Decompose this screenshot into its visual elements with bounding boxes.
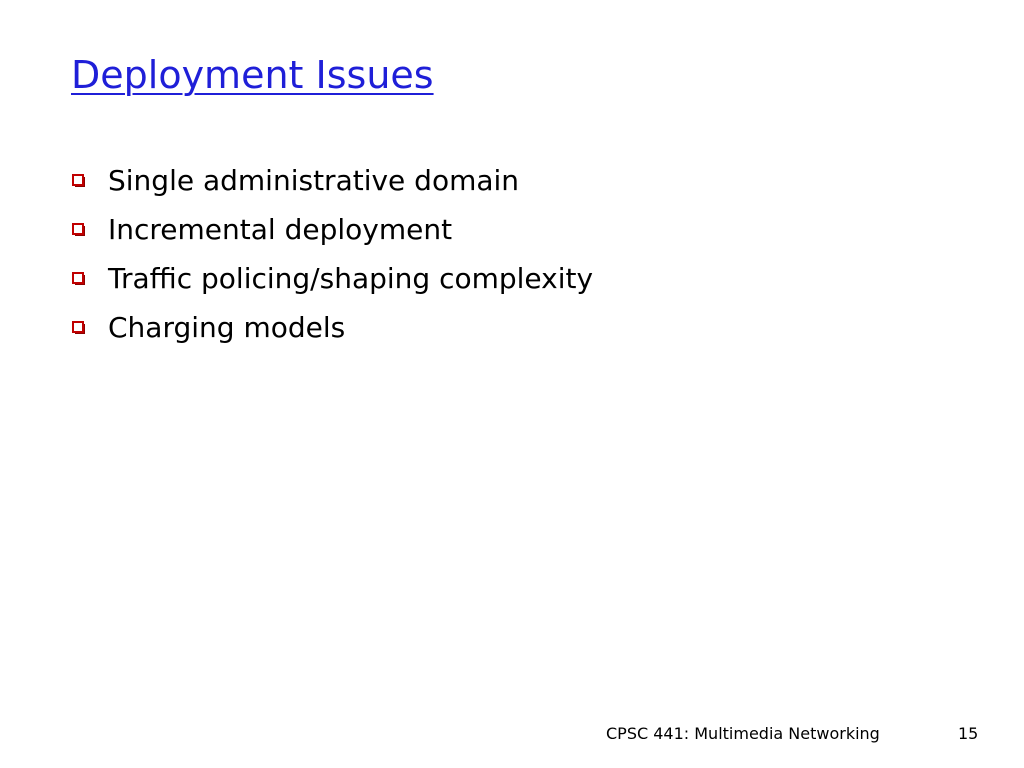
page-number: 15: [958, 724, 979, 743]
bullet-text: Incremental deployment: [108, 212, 453, 246]
hollow-square-bullet-icon: [72, 223, 86, 237]
slide-title: Deployment Issues: [71, 53, 434, 97]
list-item: [72, 254, 593, 303]
list-item: [72, 205, 593, 254]
bullet-text: Single administrative domain: [108, 163, 520, 197]
hollow-square-bullet-icon: [72, 174, 86, 188]
hollow-square-bullet-icon: [72, 321, 86, 335]
bullet-list: [72, 156, 593, 352]
hollow-square-bullet-icon: [72, 272, 86, 286]
list-item: [72, 156, 593, 205]
bullet-text: Charging models: [108, 310, 346, 344]
bullet-text: Traffic policing/shaping complexity: [108, 261, 594, 295]
list-item: [72, 303, 593, 352]
footer-course-title: CPSC 441: Multimedia Networking: [606, 724, 880, 743]
